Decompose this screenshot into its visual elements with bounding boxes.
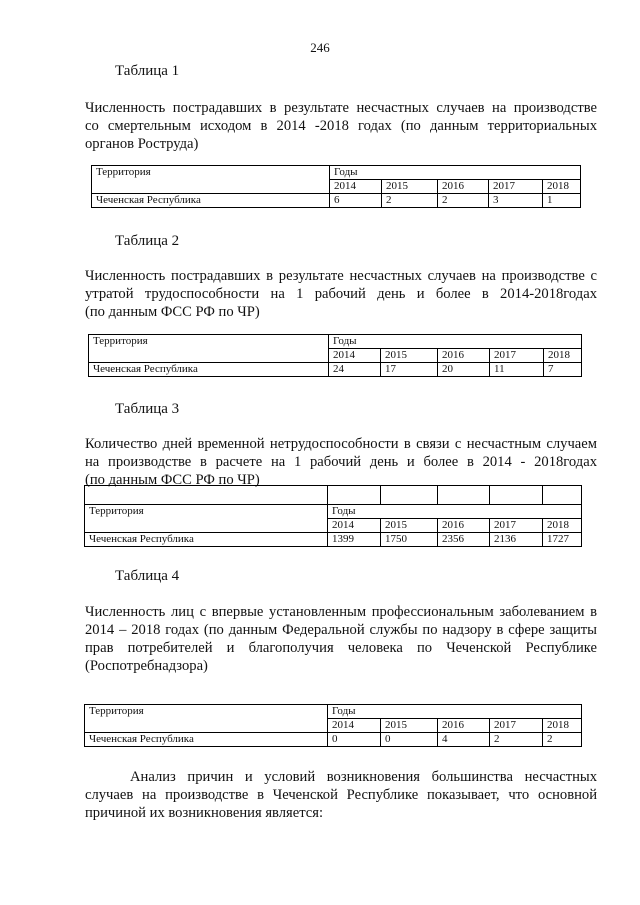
table-4-title-line: Численность лиц с впервые установленным профессиональным заболеванием в [85, 604, 597, 620]
value-cell: 11 [490, 363, 544, 377]
year-cell: 2014 [329, 349, 381, 363]
table-3-caption: Таблица 3 [115, 401, 180, 417]
year-cell: 2018 [543, 719, 582, 733]
region-cell: Чеченская Республика [85, 733, 328, 747]
year-cell: 2018 [543, 519, 582, 533]
value-cell: 7 [544, 363, 582, 377]
table-1-title [85, 99, 597, 153]
value-cell: 1750 [381, 533, 438, 547]
table-1-title-line: органов Роструда) [85, 136, 199, 152]
year-cell: 2015 [382, 180, 438, 194]
year-cell: 2017 [490, 719, 543, 733]
year-cell: 2017 [490, 349, 544, 363]
table-1 [91, 165, 581, 208]
value-cell: 3 [489, 194, 543, 208]
header-years: Годы [329, 335, 582, 349]
empty-cell [381, 486, 438, 505]
value-cell: 2 [382, 194, 438, 208]
table-row [89, 335, 582, 349]
header-territory: Территория [85, 705, 328, 733]
table-1-caption: Таблица 1 [115, 63, 180, 79]
year-cell: 2015 [381, 719, 438, 733]
table-3-title-line: Количество дней временной нетрудоспособности в связи с несчастным случаем [85, 436, 597, 452]
table-1-title-line: со смертельным исходом в 2014 -2018 годах (по данным территориальных [85, 118, 597, 134]
empty-cell [85, 486, 328, 505]
year-cell: 2016 [438, 349, 490, 363]
page-number: 246 [310, 40, 330, 55]
value-cell: 6 [330, 194, 382, 208]
table-row [85, 705, 582, 719]
year-cell: 2018 [544, 349, 582, 363]
year-cell: 2014 [328, 519, 381, 533]
table-4-title [85, 603, 597, 675]
year-cell: 2017 [489, 180, 543, 194]
table-3-title-line: (по данным ФСС РФ по ЧР) [85, 472, 260, 488]
table-row [92, 166, 581, 180]
table-2-title-line: Численность пострадавших в результате несчастных случаев на производстве с [85, 268, 597, 284]
conclusion-paragraph [85, 768, 597, 822]
value-cell: 24 [329, 363, 381, 377]
conclusion-line: случаев на производстве в Чеченской Республике показывает, что основной [85, 787, 597, 803]
year-cell: 2017 [490, 519, 543, 533]
table-1-title-line: Численность пострадавших в результате несчастных случаев на производстве [85, 100, 597, 116]
value-cell: 2136 [490, 533, 543, 547]
value-cell: 2356 [438, 533, 490, 547]
header-years: Годы [330, 166, 581, 180]
year-cell: 2016 [438, 719, 490, 733]
year-cell: 2016 [438, 180, 489, 194]
table-2 [88, 334, 582, 377]
year-cell: 2014 [328, 719, 381, 733]
table-row [85, 733, 582, 747]
conclusion-line: Анализ причин и условий возникновения большинства несчастных [130, 769, 597, 785]
value-cell: 2 [438, 194, 489, 208]
table-2-title-line: утратой трудоспособности на 1 рабочий день и более в 2014-2018годах [85, 286, 597, 302]
table-4 [84, 704, 582, 747]
table-row [85, 486, 582, 505]
region-cell: Чеченская Республика [89, 363, 329, 377]
table-row [85, 505, 582, 519]
value-cell: 20 [438, 363, 490, 377]
table-row [92, 194, 581, 208]
header-territory: Территория [89, 335, 329, 363]
table-3-title [85, 435, 597, 489]
value-cell: 1727 [543, 533, 582, 547]
header-years: Годы [328, 705, 582, 719]
empty-cell [490, 486, 543, 505]
region-cell: Чеченская Республика [85, 533, 328, 547]
year-cell: 2015 [381, 519, 438, 533]
value-cell: 2 [490, 733, 543, 747]
header-territory: Территория [85, 505, 328, 533]
table-4-caption: Таблица 4 [115, 568, 180, 584]
table-3 [84, 485, 582, 547]
value-cell: 1399 [328, 533, 381, 547]
value-cell: 1 [543, 194, 581, 208]
year-cell: 2016 [438, 519, 490, 533]
value-cell: 2 [543, 733, 582, 747]
empty-cell [543, 486, 582, 505]
table-4-title-line: 2014 – 2018 годах (по данным Федеральной службы по надзору в сфере защиты [85, 622, 597, 638]
header-years: Годы [328, 505, 582, 519]
table-row [85, 533, 582, 547]
table-3-title-line: на производстве в расчете на 1 рабочий день и более в 2014 - 2018годах [85, 454, 597, 470]
header-territory: Территория [92, 166, 330, 194]
conclusion-line: причиной их возникновения является: [85, 805, 324, 821]
table-2-caption: Таблица 2 [115, 233, 180, 249]
value-cell: 4 [438, 733, 490, 747]
empty-cell [328, 486, 381, 505]
table-2-title [85, 267, 597, 321]
value-cell: 0 [381, 733, 438, 747]
table-2-title-line: (по данным ФСС РФ по ЧР) [85, 304, 260, 320]
empty-cell [438, 486, 490, 505]
year-cell: 2014 [330, 180, 382, 194]
year-cell: 2015 [381, 349, 438, 363]
region-cell: Чеченская Республика [92, 194, 330, 208]
table-4-title-line: прав потребителей и благополучия человека по Чеченской Республике [85, 640, 597, 656]
year-cell: 2018 [543, 180, 581, 194]
value-cell: 0 [328, 733, 381, 747]
table-4-title-line: (Роспотребнадзора) [85, 658, 208, 674]
table-row [89, 363, 582, 377]
value-cell: 17 [381, 363, 438, 377]
